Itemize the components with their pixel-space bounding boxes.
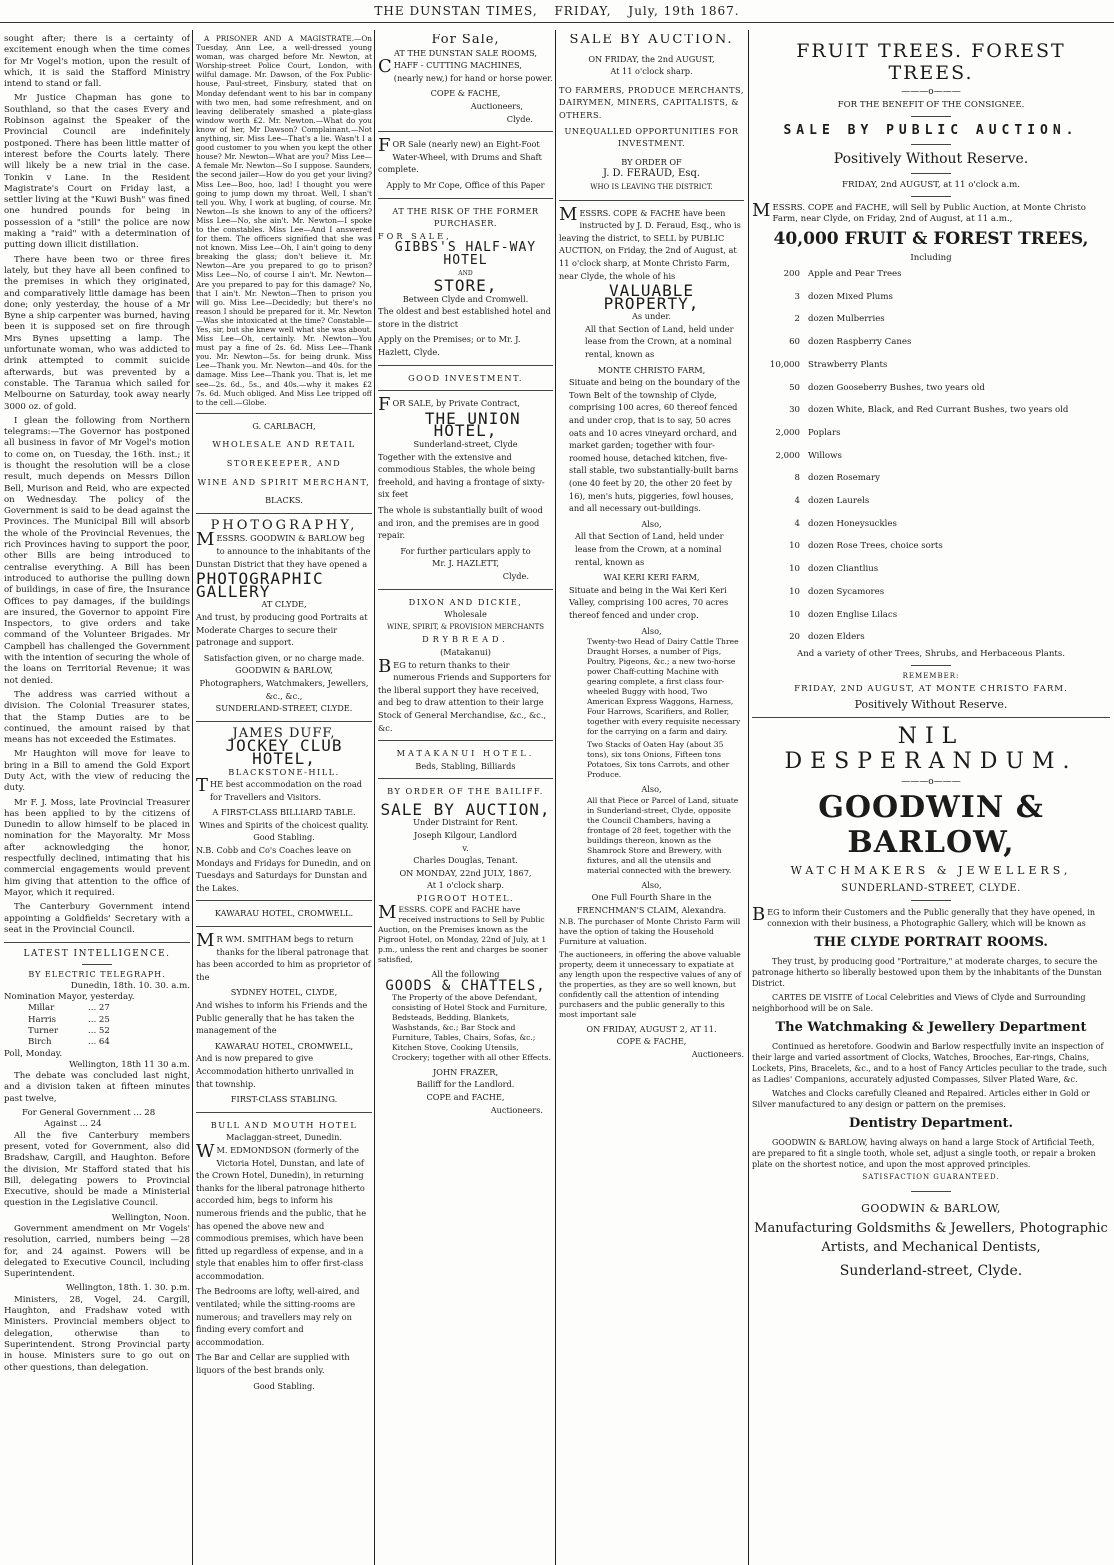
- ad-heading: JOCKEY CLUB HOTEL,: [225, 736, 343, 768]
- list-item: [752, 399, 1110, 422]
- ad-text: Watches and Clocks carefully Cleaned and Repaired. Articles either in Gold or Silver manufactured to any design or pattern on the premises.: [752, 1088, 1090, 1109]
- ad-heading: BY ORDER OF THE BAILIFF.: [387, 786, 544, 797]
- ad-text: TO FARMERS, PRODUCE MERCHANTS, DAIRYMEN, MINERS, CAPITALISTS, & OTHERS.: [559, 84, 744, 120]
- vote-row: [4, 1026, 190, 1037]
- vote-row: [4, 1003, 190, 1014]
- list-item: [752, 263, 1110, 286]
- divider: [196, 513, 372, 514]
- ad-text: FOR SALE, by Private Contract,: [378, 394, 520, 416]
- item-text: dozen Laurels: [808, 496, 870, 507]
- ad-line: Sunderland-street, Clyde.: [839, 1262, 1023, 1279]
- item-text: dozen Honeysuckles: [808, 518, 897, 529]
- item-text: dozen Elders: [808, 632, 865, 643]
- ad-line: FIRST-CLASS STABLING.: [230, 1094, 338, 1105]
- item-text: dozen White, Black, and Red Currant Bushes, two years old: [808, 405, 1069, 416]
- paper-date: July, 19th 1867.: [628, 4, 740, 18]
- quantity: 10: [789, 541, 800, 552]
- ad-heading: VALUABLE PROPERTY,: [603, 281, 700, 313]
- ad-line: WATCHMAKERS & JEWELLERS,: [790, 863, 1072, 877]
- ad-heading: SALE BY AUCTION,: [380, 799, 551, 819]
- tree-list: [752, 263, 1110, 649]
- ad-text: The auctioneers, in offering the above valuable property, deem it unnecessary to expatiate at any length upon the respective values of any of the properties, as they are so well known, but confidently call the attention of intending purchasers and the public generally to this most important sale: [559, 949, 742, 1019]
- ad-heading: PHOTOGRAPHY,: [210, 517, 358, 533]
- ad-line: SYDNEY HOTEL, CLYDE,: [230, 987, 338, 998]
- ad-line: For further particulars apply to: [400, 545, 531, 556]
- quantity: 30: [789, 405, 800, 416]
- ad-line: Maclaggan-street, Dunedin.: [225, 1132, 343, 1143]
- ad-text: Continued as heretofore. Goodwin and Barlow respectfully invite an inspection of their large and varied assortment of Clocks, Watches, Brooches, Ear-rings, Chains, Lockets, Pins, Bracelets, &c., and to a host of Fancy Articles peculiar to the trade, such as Ladies' Companions, accurately adjusted Compasses, Silver Plated Ware, &c.: [752, 1041, 1107, 1084]
- ad-text: They trust, by producing good "Portraiture," at moderate charges, to secure the patronage hitherto so liberally bestowed upon them by the inhabitants of the Dunstan District.: [752, 956, 1102, 988]
- ad-line: SUNDERLAND-STREET, CLYDE.: [841, 882, 1021, 894]
- ad-text: The Bedrooms are lofty, well-aired, and ventilated; while the sitting-rooms are numerous; and travellers may rely on finding every comfort and accommodation.: [196, 1286, 360, 1347]
- ad-line: WAI KERI KERI FARM,: [603, 572, 700, 583]
- ad-heading: GOOD INVESTMENT.: [408, 372, 523, 383]
- candidate: Harris: [28, 1014, 56, 1025]
- ad-text: Situate and being in the Wai Keri Keri Valley, comprising 100 acres, 70 acres thereof fenced and under crop.: [569, 584, 729, 620]
- column-fruit-trees: [752, 34, 1110, 1561]
- ad-line: v.: [462, 842, 469, 853]
- news-paragraph: Government amendment on Mr Vogels' resolution, carried, numbers being —28 for, and 24 against. Powers will be delegated to Executive Council, including Superintendent.: [4, 1223, 190, 1280]
- ad-text: CARTES DE VISITE of Local Celebrities and Views of Clyde and Surrounding neighborhood will be on Sale.: [752, 992, 1086, 1013]
- divider: [752, 717, 1110, 718]
- ad-line: Bailiff for the Landlord.: [416, 1079, 515, 1090]
- ad-line: AT THE DUNSTAN SALE ROOMS,: [393, 47, 538, 58]
- news-paragraph: The address was carried without a division. The Colonial Treasurer states, that the Stamp Duties are to be continued, the amount raised by that means has not exceeded the Estimates.: [4, 689, 190, 746]
- ad-heading: KAWARAU HOTEL, CROMWELL.: [214, 908, 354, 919]
- ad-line: Photographers, Watchmakers, Jewellers, &c., &c.,: [199, 677, 369, 701]
- divider: [196, 721, 372, 722]
- divider: [378, 365, 553, 366]
- ad-line: ON FRIDAY, the 2nd AUGUST,: [588, 53, 715, 64]
- ad-text: And wishes to inform his Friends and the Public generally that he has taken the management of the: [196, 1000, 368, 1036]
- ad-line: WINE AND SPIRIT MERCHANT,: [197, 476, 371, 487]
- ad-text: MR WM. SMITHAM begs to return thanks for the liberal patronage that has been accorded to him as proprietor of the: [196, 930, 371, 982]
- ad-text: The Bar and Cellar are supplied with liquors of the best brands only.: [196, 1352, 350, 1376]
- ad-line: COPE & FACHE,: [430, 88, 501, 99]
- list-item: [752, 308, 1110, 331]
- ad-text: CHAFF - CUTTING MACHINES, (nearly new,) for hand or horse power.: [378, 56, 553, 83]
- news-paragraph: The debate was concluded last night, and a division taken at fifteen minutes past twelve,: [4, 1071, 190, 1104]
- ad-text: All that Section of Land, held under lease from the Crown, at a nominal rental, known as: [575, 531, 724, 567]
- dateline: Wellington, Noon.: [111, 1212, 190, 1223]
- masthead: [0, 0, 1114, 23]
- quantity: 3: [794, 291, 800, 302]
- news-paragraph: There have been two or three fires lately, but they have all been confined to the premises in which they originated, and comparatively little damage has been done; only yesterday, the house of a Mr Byne a ship carpenter was burned, having been it is supposed set on fire through Mrs Bynes upsetting a lamp. The unfortunate woman, who was addicted to drink attempted to commit suicide afterwards, but was prevented by a constable. The Taranua which sailed for Melbourne on Saturday, took away nearly 3000 oz. of gold.: [4, 254, 190, 412]
- ad-line: REMEMBER:: [902, 671, 960, 680]
- ad-line: GOODWIN & BARLOW,: [861, 1201, 1001, 1215]
- ad-line: At 11 o'clock sharp.: [610, 66, 693, 77]
- quantity: 2: [794, 314, 800, 325]
- quantity: 20: [789, 632, 800, 643]
- ad-line: MONTE CHRISTO FARM,: [597, 364, 706, 375]
- news-paragraph: I glean the following from Northern telegrams:—The Governor has postponed all business in favor of Mr Vogel's motion to come on, on Tuesday, the 16th. inst.; it is thought the resolution will be a close result, much depends on Messrs Dillon Bell, Murison and Reid, who are expected on Wednesday. The policy of the Government is said to be dead against the Provinces. The Municipal Bill will absorb the whole of the Provincial Revenues, the rich Provinces having to support the poor, other Bills are being introduced to centralise everything. A Bill has been introduced to authorise the pulling down of buildings, in case of fire, the Insurance Offices to pay damages, if the buildings are insured, the Governor to appoint Fire Inspectors, to give orders and take command of the Volunteer Brigades. Mr Campbell has challenged the Government with the intention of securing the whole of the loans on Territorial Revenue; it was not denied.: [4, 415, 190, 686]
- list-item: [752, 354, 1110, 377]
- ad-line: COPE and FACHE,: [426, 1092, 505, 1102]
- ad-line: ON FRIDAY, AUGUST 2, AT 11.: [586, 1023, 717, 1034]
- ad-line: FOR SALE,: [378, 230, 452, 241]
- item-text: dozen Rosemary: [808, 473, 880, 484]
- ad-heading: GOODWIN & BARLOW,: [818, 789, 1044, 860]
- ad-line: Satisfaction given, or no charge made.: [203, 652, 365, 663]
- ad-heading: For Sale,: [431, 34, 500, 47]
- news-paragraph: All the five Canterbury members present, voted for Government, also did Bradshaw, Cargill, and Haughton. Before the division, Mr Stafford stated that his Bill, delegating powers to Provincial Executive, should be made a Ministerial question in the Legislative Council.: [4, 1130, 190, 1209]
- column-adverts-2: [196, 34, 372, 1561]
- dateline: Dunedin, 18th. 10. 30. a.m.: [70, 980, 190, 991]
- divider: [378, 778, 553, 779]
- ad-line: BY ORDER OF: [621, 156, 682, 167]
- paper-title: THE DUNSTAN TIMES,: [374, 4, 538, 18]
- item-text: dozen Mulberries: [808, 314, 885, 325]
- ad-heading: 40,000 FRUIT & FOREST TREES,: [773, 229, 1089, 249]
- list-item: [752, 558, 1110, 581]
- ad-line: Between Clyde and Cromwell.: [402, 293, 529, 304]
- ad-line: A FIRST-CLASS BILLIARD TABLE.: [212, 807, 356, 818]
- divider: [196, 900, 372, 901]
- quantity: 4: [794, 496, 800, 507]
- candidate: Turner: [28, 1025, 59, 1036]
- latest-heading: LATEST INTELLIGENCE.: [23, 949, 171, 960]
- ad-heading: NIL DESPERANDUM.: [784, 723, 1078, 774]
- list-item: [752, 331, 1110, 354]
- ad-line: Auctioneers.: [691, 1048, 744, 1059]
- nomination-line: Nomination Mayor, yesterday.: [4, 992, 135, 1003]
- ad-heading: BULL AND MOUTH HOTEL: [210, 1119, 358, 1130]
- ad-line: COPE & FACHE,: [616, 1036, 687, 1047]
- ad-line: Mr. J. HAZLETT,: [431, 558, 500, 569]
- news-paragraph: sought after; there is a certainty of excitement enough when the time comes for Mr Vogel's motion, upon the result of which, it is said the Stafford Ministry intend to stand or fall.: [4, 34, 190, 90]
- vote-row: [4, 1037, 190, 1048]
- divider: [911, 900, 951, 901]
- divider: [4, 942, 190, 943]
- ad-line: WHOLESALE AND RETAIL: [212, 439, 356, 450]
- ad-text: The whole is substantially built of wood and iron, and the premises are in good repair.: [378, 505, 543, 541]
- ad-text: BEG to inform their Customers and the Public generally that they have opened, in connexion with their business, a Photographic Gallery, which will be known as: [752, 903, 1096, 928]
- quantity: 2,000: [775, 427, 800, 438]
- ad-line: BLACKS.: [265, 495, 303, 506]
- ad-text: WM. EDMONDSON (formerly of the Victoria Hotel, Dunstan, and late of the Crown Hotel, Dunedin), in returning thanks for the liberal patronage hitherto accorded him, begs to inform his numerous friends and the public, that he has opened the above new and commodious premises, which have been fitted up regardless of expense, and in a style that enables him to offer first-class accommodation.: [196, 1140, 367, 1281]
- ad-line: Auctioneers.: [490, 1104, 543, 1115]
- ad-line: Clyde.: [506, 113, 533, 124]
- ad-line: Also,: [641, 518, 662, 529]
- ad-text: Apply on the Premises; or to Mr. J. Hazlett, Clyde.: [378, 334, 521, 358]
- column-news: [4, 34, 190, 1561]
- ad-heading: G. CARLBACH,: [252, 420, 316, 431]
- quantity: 10: [789, 609, 800, 620]
- divider: [196, 1112, 372, 1113]
- quantity: 8: [794, 473, 800, 484]
- ad-line: Wines and Spirits of the choicest quality.: [199, 819, 369, 830]
- ad-line: Also,: [641, 625, 662, 636]
- quantity: 10: [789, 586, 800, 597]
- divider: [378, 390, 553, 391]
- ad-line: Positively Without Reserve.: [854, 697, 1008, 711]
- ad-text: MESSRS. COPE and FACHE, will Sell by Public Auction, at Monte Christo Farm, near Clyde, on Friday, 2nd of August, at 11 a.m.,: [752, 200, 1086, 224]
- quantity: 60: [789, 337, 800, 348]
- dateline: Wellington, 18th. 1. 30. p.m.: [66, 1283, 190, 1294]
- divider: [911, 665, 951, 666]
- item-text: dozen Englise Lilacs: [808, 609, 898, 620]
- quantity: 50: [789, 382, 800, 393]
- ad-text: N.B. The purchaser of Monte Christo Farm will have the option of taking the Household Furniture at valuation.: [559, 916, 741, 946]
- item-text: Apple and Pear Trees: [808, 269, 902, 279]
- ad-heading: J. D. FERAUD, Esq.: [602, 168, 701, 180]
- carlbach-ad: [196, 420, 372, 507]
- ad-heading: DIXON AND DICKIE,: [408, 596, 523, 607]
- list-item: [752, 535, 1110, 558]
- list-item: [752, 445, 1110, 468]
- ad-line: DRYBREAD.: [422, 634, 509, 645]
- dateline: Wellington, 18th 11 30 a.m.: [69, 1059, 190, 1070]
- list-item: [752, 422, 1110, 445]
- ad-line: BLACKSTONE-HILL.: [228, 766, 340, 777]
- ad-heading: PHOTOGRAPHIC GALLERY: [196, 569, 324, 601]
- ad-line: Charles Douglas, Tenant.: [413, 855, 518, 866]
- ad-text: Twenty-two Head of Dairy Cattle Three Draught Horses, a number of Pigs, Poultry, Pigeons, &c.; a new two-horse power Chaff-cutting Machine with gearing complete, a first class four-wheeled Buggy with hood, Two American Express Waggons, Harness, Four Harrows, Scarifiers, and Roller, together with every requisite necessary for the carrying on a farm and dairy.: [587, 637, 741, 737]
- ad-heading: JAMES DUFF,: [232, 725, 336, 741]
- item-text: dozen Mixed Plums: [808, 291, 893, 302]
- paper-day: FRIDAY,: [554, 4, 612, 18]
- ad-line: Also,: [641, 784, 662, 795]
- ad-line: FRIDAY, 2ND AUGUST, AT MONTE CHRISTO FARM.: [794, 683, 1068, 694]
- ad-heading: Dentistry Department.: [848, 1115, 1014, 1131]
- telegraph-heading: BY ELECTRIC TELEGRAPH.: [28, 970, 166, 980]
- ad-line: Joseph Kilgour, Landlord: [414, 830, 517, 841]
- ad-text: And trust, by producing good Portraits at Moderate Charges to secure their patronage and support.: [196, 611, 368, 648]
- column-rule: [192, 30, 193, 1565]
- divider: [82, 964, 112, 965]
- item-text: dozen Gooseberry Bushes, two years old: [808, 382, 985, 393]
- ad-line: FRENCHMAN'S CLAIM, Alexandra.: [576, 904, 727, 915]
- ad-line: Beds, Stabling, Billiards: [415, 760, 516, 771]
- ad-line: Wholesale: [444, 609, 487, 620]
- ad-line: Auctioneers,: [470, 100, 523, 111]
- ad-heading: SALE BY PUBLIC AUCTION.: [783, 123, 1079, 138]
- ad-heading: GOODS & CHATTELS,: [385, 978, 546, 995]
- ad-text: BEG to return thanks to their numerous Friends and Supporters for the liberal support they have received, and beg to draw attention to their large Stock of General Merchandise, &c., &c., &c.: [378, 655, 551, 733]
- list-item: [752, 604, 1110, 627]
- ad-line: FOR THE BENEFIT OF THE CONSIGNEE.: [837, 100, 1025, 110]
- vote-count: ... 52: [88, 1025, 110, 1036]
- ad-text: All that Section of Land, held under lease from the Crown, at a nominal rental, known as: [585, 323, 734, 360]
- item-text: dozen Sycamores: [808, 586, 885, 597]
- list-item: [752, 286, 1110, 309]
- vote-count: ... 25: [88, 1014, 110, 1025]
- column-rule: [374, 30, 375, 1565]
- quantity: 10: [789, 564, 800, 575]
- ad-line: Sunderland-street, Clyde: [413, 439, 518, 450]
- ad-line: ON MONDAY, 22nd JULY, 1867,: [399, 867, 532, 878]
- ad-heading: Positively Without Reserve.: [833, 151, 1029, 167]
- item-text: dozen Cliantlius: [808, 564, 879, 575]
- list-item: [752, 490, 1110, 513]
- column-adverts-3: [378, 34, 553, 1561]
- column-auction: [559, 34, 744, 1561]
- ad-line: WINE, SPIRIT, & PROVISION MERCHANTS: [386, 622, 545, 631]
- ad-heading: STORE,: [433, 276, 498, 296]
- item-text: Poplars: [808, 427, 841, 438]
- divider: [196, 926, 372, 927]
- news-paragraph: Mr F. J. Moss, late Provincial Treasurer has been applied to by the citizens of Dunedin to allow himself to be placed in nomination for the Mayoralty. Mr Moss after acknowledging the honor, respectfully declined, intimating that his commercial engagements would prevent him giving that attention to the office of Mayor, which it required.: [4, 797, 190, 898]
- ad-text: All that Piece or Parcel of Land, situate in Sunderland-street, Clyde, opposite the Council Chambers, having a frontage of 28 feet, together with the buildings thereon, known as the Shamrock Store and Brewery, with fixtures, and all the utensils and material connected with the brewery.: [587, 795, 739, 875]
- division-against: Against ... 24: [44, 1119, 102, 1130]
- list-item: [752, 467, 1110, 490]
- separator: ———o———: [901, 776, 961, 787]
- ad-line: KAWARAU HOTEL, CROMWELL,: [214, 1040, 354, 1051]
- ad-heading: SALE BY AUCTION.: [569, 34, 734, 47]
- list-item: [752, 626, 1110, 649]
- candidate: Birch: [28, 1037, 52, 1048]
- ad-line: Under Distraint for Rent.: [413, 817, 518, 828]
- ad-text: MESSRS. COPE & FACHE have been instructed by J. D. Feraud, Esq., who is leaving the district, to SELL by PUBLIC AUCTION, on Friday, the 2nd of August, at 11 o'clock sharp, at Monte Christo Farm, near Clyde, the whole of his: [559, 203, 741, 281]
- divider: [911, 173, 951, 174]
- poll-line: Poll, Monday.: [4, 1048, 63, 1059]
- ad-line: SUNDERLAND-STREET, CLYDE.: [215, 703, 353, 714]
- ad-heading: THE UNION HOTEL,: [424, 408, 521, 441]
- ad-heading: AT THE RISK OF THE FORMER PURCHASER.: [392, 205, 539, 229]
- divider: [559, 200, 744, 201]
- vote-count: ... 27: [88, 1003, 110, 1014]
- ad-line: UNEQUALLED OPPORTUNITIES FOR INVESTMENT.: [564, 125, 739, 149]
- divider: [911, 116, 951, 117]
- news-paragraph: Ministers, 28, Vogel, 24. Cargill, Haughton, and Fradshaw voted with Ministers. Provincial members object to delegation, otherwise than to Superintendent. Strong Provincial party in house. Ministers sure to go out on other questions, than delegation.: [4, 1294, 190, 1373]
- ad-heading: The Watchmaking & Jewellery Department: [775, 1019, 1087, 1035]
- divider: [378, 131, 553, 132]
- list-item: [752, 513, 1110, 536]
- ad-line: Manufacturing Goldsmiths & Jewellers, Photographic Artists, and Mechanical Dentists,: [754, 1220, 1108, 1255]
- ad-line: One Full Fourth Share in the: [591, 892, 712, 903]
- ad-text: The Property of the above Defendant, consisting of Hotel Stock and Furniture, Bedsteads, Bedding, Blankets, Washstands, &c.; Bar Stock and Furniture, Tables, Chairs, Sofas, &c.; Kitchen Stove, Cooking Utensils, Crockery; together with all other Effects.: [392, 992, 551, 1062]
- news-paragraph: The Canterbury Government intend appointing a Goldfields' Secretary with a seat in the Provincial Council.: [4, 902, 190, 935]
- ad-text: And is now prepared to give Accommodation hitherto unrivalled in that township.: [196, 1053, 354, 1089]
- list-item: [752, 377, 1110, 400]
- ad-line: WHO IS LEAVING THE DISTRICT.: [590, 182, 713, 191]
- bull-and-mouth-ad: [196, 1119, 372, 1392]
- ad-line: And a variety of other Trees, Shrubs, and Herbaceous Plants.: [796, 648, 1066, 659]
- ad-line: STOREKEEPER, AND: [226, 458, 342, 469]
- ad-line: GOODWIN & BARLOW,: [235, 665, 333, 676]
- divider: [911, 196, 951, 197]
- item-text: Strawberry Plants: [808, 359, 888, 370]
- column-rule: [748, 30, 749, 1565]
- item-text: dozen Rose Trees, choice sorts: [808, 541, 943, 552]
- ad-heading: MATAKANUI HOTEL.: [396, 748, 535, 759]
- vote-row: [4, 1015, 190, 1026]
- item-text: dozen Raspberry Canes: [808, 337, 912, 348]
- ad-line: FRIDAY, 2nd AUGUST, at 11 o'clock a.m.: [842, 180, 1020, 190]
- ad-line: Good Stabling.: [253, 1380, 315, 1391]
- vote-table: [4, 1003, 190, 1048]
- division-for: For General Government ... 28: [22, 1108, 156, 1119]
- ad-line: As under.: [632, 311, 671, 322]
- ad-heading: THE CLYDE PORTRAIT ROOMS.: [814, 934, 1048, 950]
- ad-heading: FRUIT TREES. FOREST TREES.: [796, 40, 1066, 84]
- ad-text: GOODWIN & BARLOW, having always on hand a large Stock of Artificial Teeth, are prepared to fit a single tooth, whole set, adjust a single tooth, or repair a broken plate on the shortest notice, and upon the most approved principles.: [752, 1137, 1096, 1169]
- quantity: 4: [794, 518, 800, 529]
- candidate: Millar: [28, 1003, 55, 1014]
- ad-text: MESSRS. GOODWIN & BARLOW beg to announce to the inhabitants of the Dunstan District that they have opened a: [196, 529, 371, 569]
- photography-ad: [196, 517, 372, 715]
- news-paragraph: Mr Haughton will move for leave to bring in a Bill to amend the Gold Export Duty Act, with the view of reducing the duty.: [4, 749, 190, 794]
- ad-text: Together with the extensive and commodious Stables, the whole being freehold, and having a frontage of sixty-six feet: [378, 451, 545, 500]
- ad-line: At 1 o'clock sharp.: [426, 880, 505, 891]
- quantity: 10,000: [769, 359, 800, 370]
- item-text: Willows: [808, 450, 842, 461]
- vote-count: ... 64: [88, 1037, 110, 1048]
- ad-text: N.B. Cobb and Co's Coaches leave on Mondays and Fridays for Dunedin, and on Tuesdays and Saturdays for Dunstan and the Lakes.: [196, 845, 371, 893]
- list-item: [752, 581, 1110, 604]
- column-rule: [555, 30, 556, 1565]
- ad-line: Including: [910, 253, 952, 263]
- separator: ———o———: [901, 87, 961, 97]
- ad-text: FOR Sale (nearly new) an Eight-Foot Water-Wheel, with Drums and Shaft complete.: [378, 135, 542, 175]
- ad-text: Two Stacks of Oaten Hay (about 35 tons), six tons Onions, Fifteen tons Potatoes, Six tons Carrots, and other Produce.: [587, 740, 730, 780]
- ad-line: Clyde.: [502, 570, 529, 581]
- quantity: 2,000: [775, 450, 800, 461]
- ad-line: SATISFACTION GUARANTEED.: [862, 1172, 1000, 1181]
- ad-line: All the following: [431, 968, 500, 979]
- quantity: 200: [783, 269, 800, 279]
- divider: [378, 589, 553, 590]
- story-prisoner: A PRISONER AND A MAGISTRATE.—On Tuesday, Ann Lee, a well-dressed young woman, was charged before Mr. Newton, at Worship-street Police Court, London, with wilful damage. Mr. Dawson, of the Fox Public-house, Paul-street, Finsbury, stated that on Monday defendant went to his bar in company with two men, had some refreshment, and on leaving deliberately smashed a plate-glass window worth £2. Mr. Newton.—What do you know of her, Mr Dawson? Complainant.—Not anything, sir. Miss Lee—That's a lie. Wasn't I a good customer to you when you kept the other house? Mr. Newton—What are you? Miss Lee—A female Mr. Newton—So I suppose. Saunders, the second jailer—How do you get your living? Miss Lee—Boo, hoo, lad! I thought you were going to jump down my throat. Well, I shan't tell you. Why, I work at bugling, of course. Mr. Newton—Is she known to any of the officers? Miss Lee—No, she ain't. Mr. Newton—I spoke to the constables. Miss Lee—And I answered for them. The officers signified that she was not known. Miss Lee—Oh, I ain't going to deny breaking the glass; don't believe it. Mr. Newton—Are you prepared to go to prison? Miss Lee—No, of course I ain't. Mr. Newton—Are you prepared to pay for this damage? No, that I ain't. Mr. Newton—Then to prison you will go. Miss Lee—Decidedly; but there's no reason I should be prepared for it. Mr. Newton—Was she intoxicated at the time? Constable—Yes, sir, but she knew well what she was about. Miss Lee—Oh, certainly. Mr. Newton—You must pay a fine of 2s. 6d. Miss Lee—Thank you. Mr. Newton—5s. for being drunk. Miss Lee—Thank you. Mr. Newton—and 40s. for the damage. Miss Lee—Thank you. That is, let me see—2s. 6d., 5s., and 40s.—why it makes £2 7s. 6d. Much obliged. And Miss Lee tripped off to the cell.—Globe.: [196, 34, 372, 407]
- ad-text: THE best accommodation on the road for Travellers and Visitors.: [196, 775, 362, 802]
- jockey-club-ad: [196, 725, 372, 895]
- ad-heading: PIGROOT HOTEL.: [416, 893, 515, 904]
- ad-line: (Matakanui): [440, 646, 491, 657]
- ad-line: Also,: [641, 879, 662, 890]
- news-paragraph: Mr Justice Chapman has gone to Southland, so that the cases Every and Robinson against the Speaker of the Provincial Council are indefinitely postponed. There has been little matter of interest before the Courts lately. There will likely be a new trial in the case. Tonkin v Lane. In the Resident Magistrate's Court on Friday last, a settler living at the "Kuwi Bush" was fined one hundred pounds for being in possession of a "still" the police are now making a "raid" with a determination of putting down illicit distillation.: [4, 93, 190, 251]
- divider: [196, 413, 372, 414]
- kawarau-ad: [196, 907, 372, 1105]
- ad-line: AND: [458, 269, 473, 277]
- divider: [378, 198, 553, 199]
- ad-line: Apply to Mr Cope, Office of this Paper: [386, 179, 545, 190]
- ad-line: Good Stabling.: [253, 832, 315, 843]
- divider: [911, 1191, 951, 1192]
- ad-line: JOHN FRAZER,: [432, 1066, 499, 1077]
- divider: [911, 144, 951, 145]
- ad-text: MESSRS. COPE and FACHE have received instructions to Sell by Public Auction, on the Premises known as the Pigroot Hotel, on Monday, 22nd of July, at 1 p.m., unless the rent and charges be sooner satisfied,: [378, 901, 548, 964]
- ad-text: Situate and being on the boundary of the Town Belt of the township of Clyde, comprising 100 acres, 60 thereof fenced and under crop, that is to say, 50 acres oats and 10 acres vineyard orchard, and market garden; together with four-roomed house, detached kitchen, five-stall stable, two substantially-built barns (one 40 feet by 20, the other 20 feet by 16), men's huts, piggeries, fowl houses, and all necessary out-buildings.: [569, 377, 740, 514]
- ad-text: The oldest and best established hotel and store in the district: [378, 306, 551, 329]
- ad-heading: GIBBS'S HALF-WAY HOTEL: [394, 240, 537, 268]
- ad-line: AT CLYDE,: [261, 599, 307, 610]
- divider: [378, 740, 553, 741]
